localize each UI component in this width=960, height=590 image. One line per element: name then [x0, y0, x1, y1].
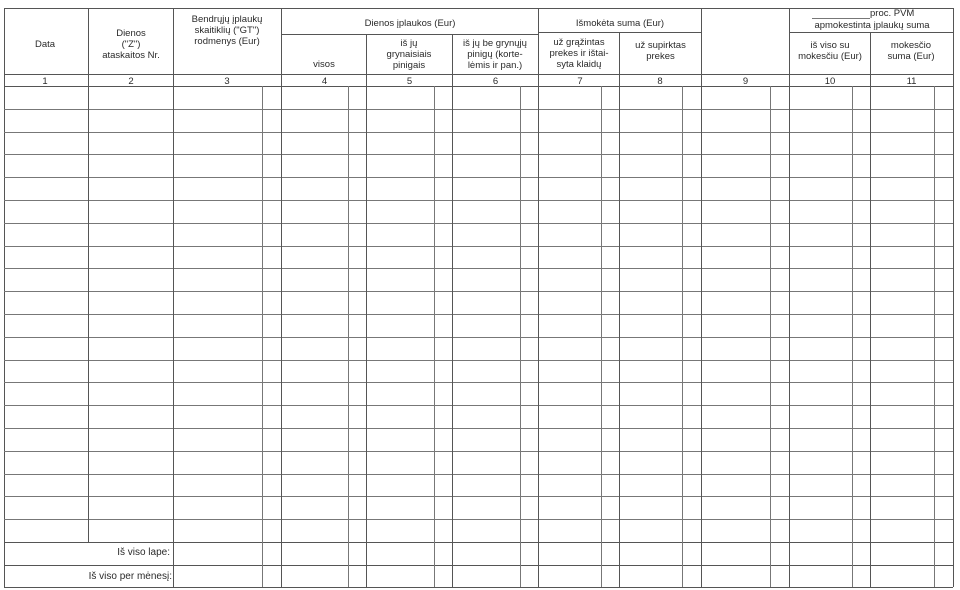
cents-column-line [262, 86, 263, 587]
cents-column-line [682, 86, 683, 587]
cents-column-line [852, 86, 853, 587]
body-row-line [4, 496, 953, 497]
column-line [452, 34, 453, 587]
header-day-receipts: Dienos įplaukos (Eur) [364, 17, 456, 29]
month-total-label: Iš viso per mėnesį: [88, 571, 172, 582]
body-row-line [4, 382, 953, 383]
body-row-line [4, 291, 953, 292]
header-returned: už grąžintas prekes ir ištai- syta klaidų [549, 36, 609, 70]
body-row-line [4, 223, 953, 224]
cents-column-line [601, 86, 602, 587]
col-num-8: 8 [657, 76, 663, 87]
col-num-1: 1 [42, 76, 48, 87]
body-row-line [4, 109, 953, 110]
page-total-top-line [4, 542, 953, 543]
header-total-with-tax: iš viso su mokesčiu (Eur) [798, 40, 862, 62]
body-row-line [4, 132, 953, 133]
page-total-label: Iš viso lape: [117, 547, 170, 558]
column-line [789, 8, 790, 587]
header-bottom-line [4, 74, 953, 75]
col-num-2: 2 [128, 76, 134, 87]
header-non-cash: iš jų be grynųjų pinigų (korte- lėmis ir pan.) [463, 37, 527, 71]
body-row-line [4, 451, 953, 452]
month-total-top-line [4, 565, 953, 566]
column-line [173, 8, 174, 587]
cents-column-line [520, 86, 521, 587]
col-num-10: 10 [824, 76, 836, 87]
col-num-11: 11 [906, 76, 917, 87]
column-line [538, 8, 539, 587]
header-vat-percent: proc. PVM [870, 7, 915, 19]
group-line-day-receipts [281, 34, 538, 35]
body-row-line [4, 428, 953, 429]
body-row-line [4, 360, 953, 361]
col-num-9: 9 [742, 76, 749, 87]
frame-left [4, 8, 5, 587]
frame-top [4, 8, 953, 9]
header-cash: iš jų grynaisiais pinigais [386, 37, 432, 71]
group-line-vat [789, 32, 953, 33]
header-tax-amount: mokesčio suma (Eur) [887, 40, 935, 62]
body-row-line [4, 268, 953, 269]
column-line [701, 8, 702, 587]
body-row-line [4, 519, 953, 520]
column-line [281, 8, 282, 587]
body-row-line [4, 246, 953, 247]
cents-column-line [434, 86, 435, 587]
body-row-line [4, 405, 953, 406]
column-line [366, 34, 367, 587]
col-num-4: 4 [321, 76, 328, 87]
col-num-6: 6 [492, 76, 499, 87]
frame-right [953, 8, 954, 587]
header-visos: visos [313, 58, 335, 70]
header-z-report: Dienos ("Z") ataskaitos Nr. [102, 27, 160, 61]
col-num-7: 7 [577, 76, 583, 87]
col-num-5: 5 [406, 76, 413, 87]
body-row-line [4, 154, 953, 155]
column-line [619, 32, 620, 587]
body-row-line [4, 337, 953, 338]
header-gt-counters: Bendrųjų įplaukų skaitiklių ("GT") rodmenys (Eur) [191, 13, 263, 47]
cents-column-line [770, 86, 771, 587]
numbers-bottom-line [4, 86, 953, 87]
header-vat-taxed-sum: apmokestinta įplaukų suma [814, 19, 930, 31]
header-data: Data [34, 38, 56, 50]
cents-column-line [934, 86, 935, 587]
header-paid: Išmokėta suma (Eur) [575, 17, 665, 29]
body-row-line [4, 314, 953, 315]
body-row-line [4, 474, 953, 475]
col-num-3: 3 [224, 76, 230, 87]
cents-column-line [348, 86, 349, 587]
frame-bottom [4, 587, 953, 588]
body-row-line [4, 177, 953, 178]
header-purchased: už supirktas prekes [635, 40, 686, 62]
column-line [870, 32, 871, 587]
column-line [88, 8, 89, 542]
body-row-line [4, 200, 953, 201]
